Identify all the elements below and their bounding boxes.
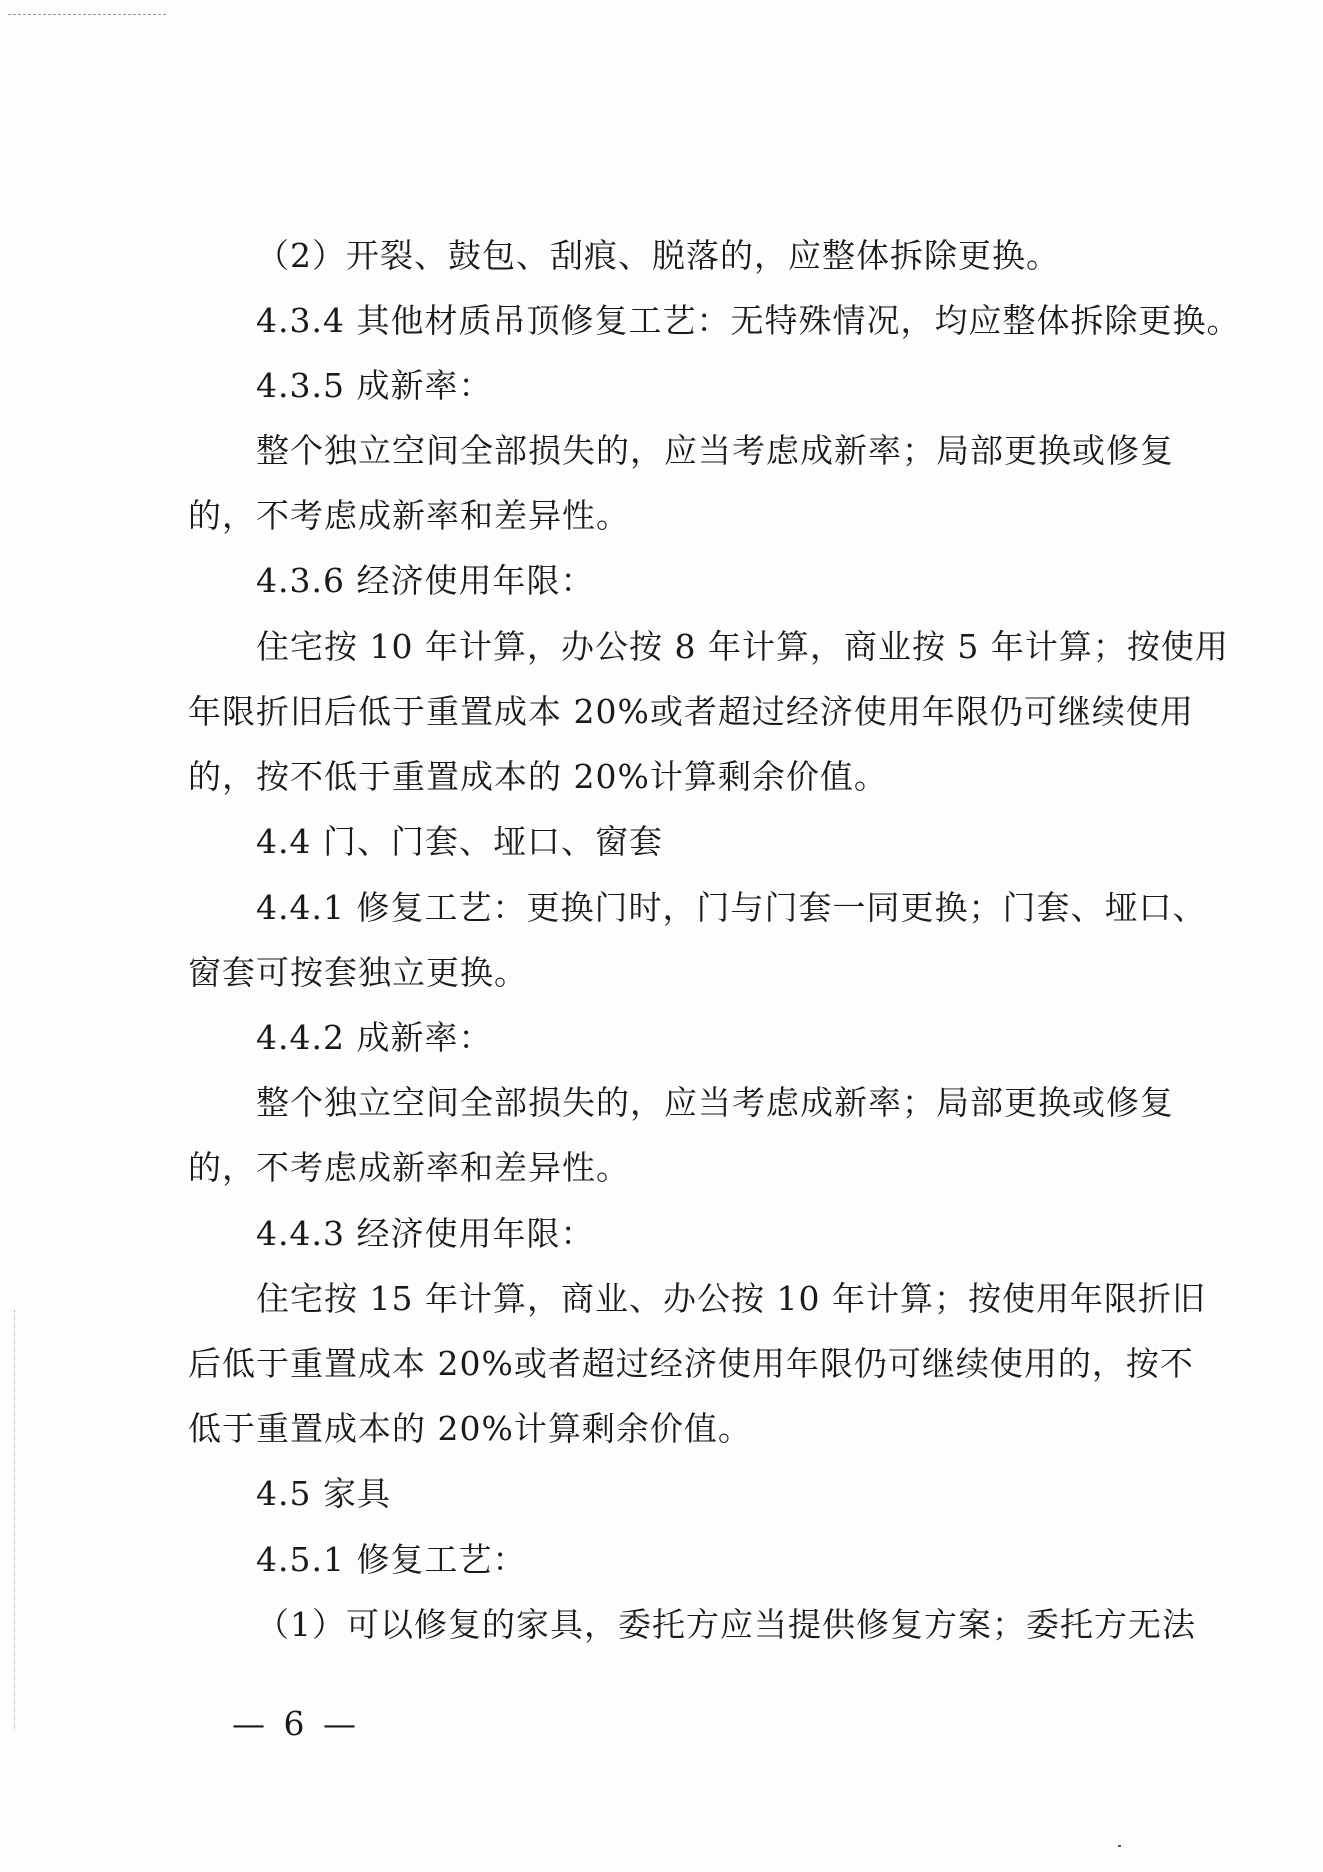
text-line: 整个独立空间全部损失的，应当考虑成新率；局部更换或修复 bbox=[256, 1083, 1174, 1122]
text-line: 窗套可按套独立更换。 bbox=[188, 953, 528, 992]
text-line: 住宅按 15 年计算，商业、办公按 10 年计算；按使用年限折旧 bbox=[256, 1279, 1206, 1318]
text-line: 4.3.5 成新率： bbox=[256, 366, 493, 405]
text-line: 的，不考虑成新率和差异性。 bbox=[188, 1148, 630, 1187]
text-line: 的，不考虑成新率和差异性。 bbox=[188, 496, 630, 535]
text-line: 4.4.1 修复工艺：更换门时，门与门套一同更换；门套、垭口、 bbox=[256, 888, 1207, 927]
text-line: 年限折旧后低于重置成本 20%或者超过经济使用年限仍可继续使用 bbox=[188, 692, 1194, 731]
text-line: 住宅按 10 年计算，办公按 8 年计算，商业按 5 年计算；按使用 bbox=[256, 627, 1229, 666]
text-line: 4.4 门、门套、垭口、窗套 bbox=[256, 822, 663, 861]
text-line: （1）可以修复的家具，委托方应当提供修复方案；委托方无法 bbox=[256, 1605, 1196, 1644]
text-line: 的，按不低于重置成本的 20%计算剩余价值。 bbox=[188, 757, 888, 796]
text-line: 4.4.3 经济使用年限： bbox=[256, 1214, 595, 1253]
text-line: 整个独立空间全部损失的，应当考虑成新率；局部更换或修复 bbox=[256, 431, 1174, 470]
text-line: （2）开裂、鼓包、刮痕、脱落的，应整体拆除更换。 bbox=[256, 236, 1060, 275]
text-line: 4.5 家具 bbox=[256, 1474, 391, 1513]
text-line: 4.4.2 成新率： bbox=[256, 1018, 493, 1057]
text-line: 4.3.4 其他材质吊顶修复工艺：无特殊情况，均应整体拆除更换。 bbox=[256, 301, 1241, 340]
page-number: — 6 — bbox=[232, 1704, 360, 1743]
text-line: 4.5.1 修复工艺： bbox=[256, 1540, 527, 1579]
text-line: 低于重置成本的 20%计算剩余价值。 bbox=[188, 1409, 752, 1448]
text-line: 4.3.6 经济使用年限： bbox=[256, 561, 595, 600]
text-line: 后低于重置成本 20%或者超过经济使用年限仍可继续使用的，按不 bbox=[188, 1344, 1194, 1383]
